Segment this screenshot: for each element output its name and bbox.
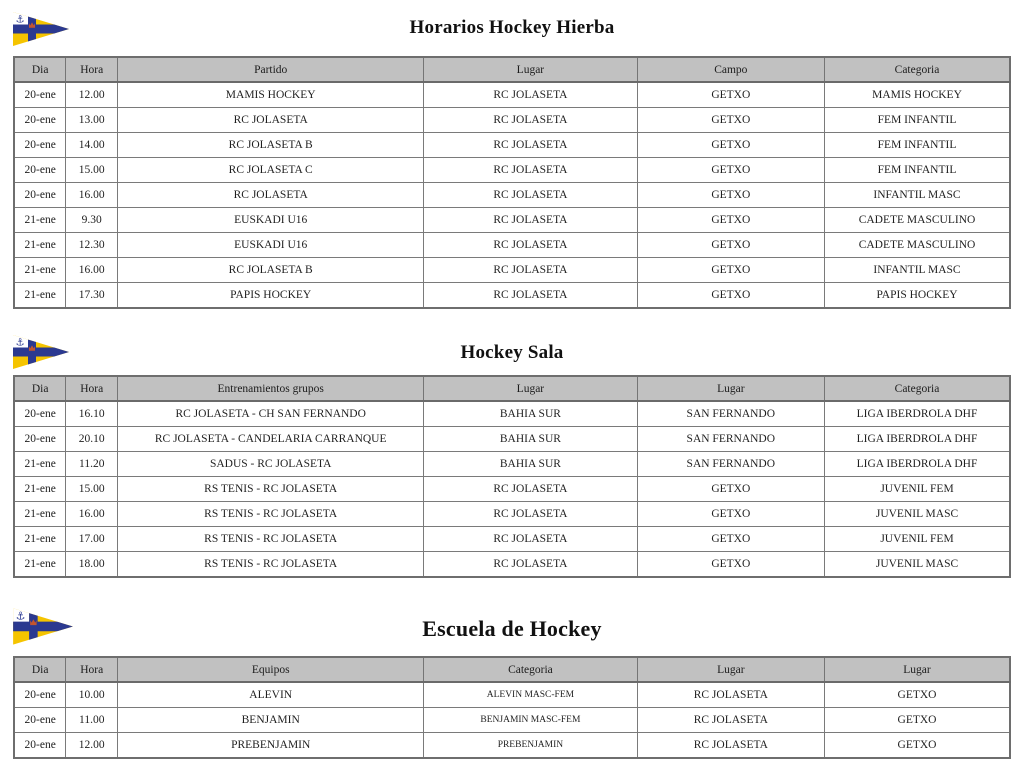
table-cell: RC JOLASETA [118, 183, 424, 208]
table-row [14, 108, 1010, 133]
header-row [14, 57, 1010, 82]
table-cell: 12.00 [66, 82, 118, 108]
table-cell: GETXO [637, 258, 824, 283]
table-cell: GETXO [825, 708, 1010, 733]
club-burgee-icon [12, 604, 74, 649]
table-cell: RC JOLASETA [424, 183, 637, 208]
table-cell: ALEVIN MASC-FEM [424, 682, 637, 708]
table-cell: SAN FERNANDO [637, 427, 824, 452]
table-cell: RC JOLASETA [637, 708, 824, 733]
schedule-table-escuela-hockey [13, 656, 1011, 759]
table-cell: BAHIA SUR [424, 401, 637, 427]
column-header: Lugar [637, 657, 824, 682]
table-cell: INFANTIL MASC [825, 183, 1010, 208]
table-cell: LIGA IBERDROLA DHF [825, 427, 1010, 452]
table-cell: GETXO [637, 183, 824, 208]
table-cell: SAN FERNANDO [637, 401, 824, 427]
table-cell: RC JOLASETA [118, 108, 424, 133]
table-cell: 20-ene [14, 427, 66, 452]
table-cell: GETXO [637, 477, 824, 502]
column-header: Hora [66, 376, 118, 401]
table-cell: 20-ene [14, 158, 66, 183]
column-header: Lugar [424, 376, 637, 401]
table-cell: GETXO [637, 527, 824, 552]
table-cell: 20-ene [14, 82, 66, 108]
table-cell: 17.30 [66, 283, 118, 309]
table-cell: RC JOLASETA [424, 552, 637, 578]
table-cell: 20.10 [66, 427, 118, 452]
table-cell: RC JOLASETA - CANDELARIA CARRANQUE [118, 427, 424, 452]
table-cell: 20-ene [14, 133, 66, 158]
table-cell: 11.20 [66, 452, 118, 477]
column-header: Categoria [825, 57, 1010, 82]
table-row [14, 283, 1010, 309]
column-header: Equipos [118, 657, 424, 682]
table-row [14, 477, 1010, 502]
section-hockey-hierba [0, 0, 1024, 309]
table-cell: RS TENIS - RC JOLASETA [118, 527, 424, 552]
table-cell: 20-ene [14, 708, 66, 733]
table-cell: GETXO [637, 82, 824, 108]
burgee-cross-vertical [28, 8, 36, 50]
table-cell: 15.00 [66, 477, 118, 502]
table-row [14, 552, 1010, 578]
table-cell: BENJAMIN MASC-FEM [424, 708, 637, 733]
schedule-table-hockey-hierba [13, 56, 1011, 309]
table-cell: GETXO [825, 682, 1010, 708]
table-cell: RC JOLASETA [424, 233, 637, 258]
burgee-cross-vertical [28, 331, 36, 373]
table-cell: 16.00 [66, 502, 118, 527]
table-cell: 15.00 [66, 158, 118, 183]
header-row [14, 657, 1010, 682]
table-cell: RC JOLASETA [637, 733, 824, 759]
section-header [0, 309, 1024, 375]
table-cell: 20-ene [14, 108, 66, 133]
section-title: Escuela de Hockey [422, 616, 602, 641]
table-cell: RC JOLASETA [637, 682, 824, 708]
table-cell: 17.00 [66, 527, 118, 552]
club-burgee-icon [12, 604, 74, 649]
table-cell: JUVENIL FEM [825, 527, 1010, 552]
schedule-table-hockey-sala [13, 375, 1011, 578]
table-cell: FEM INFANTIL [825, 158, 1010, 183]
table-cell: GETXO [637, 158, 824, 183]
anchor-icon: ⚓ [15, 14, 25, 26]
column-header: Hora [66, 657, 118, 682]
table-cell: 21-ene [14, 452, 66, 477]
table-row [14, 733, 1010, 759]
table-cell: RC JOLASETA B [118, 258, 424, 283]
table-cell: RC JOLASETA [424, 502, 637, 527]
table-row [14, 82, 1010, 108]
table-cell: FEM INFANTIL [825, 133, 1010, 158]
table-cell: 10.00 [66, 682, 118, 708]
column-header: Categoria [424, 657, 637, 682]
table-cell: 20-ene [14, 183, 66, 208]
table-cell: PREBENJAMIN [424, 733, 637, 759]
table-cell: BAHIA SUR [424, 427, 637, 452]
table-cell: RC JOLASETA [424, 283, 637, 309]
table-cell: 20-ene [14, 733, 66, 759]
burgee-cross-vertical [29, 604, 38, 649]
table-cell: 16.00 [66, 258, 118, 283]
column-header: Dia [14, 376, 66, 401]
table-cell: 18.00 [66, 552, 118, 578]
column-header: Partido [118, 57, 424, 82]
table-cell: 14.00 [66, 133, 118, 158]
table-row [14, 427, 1010, 452]
table-cell: CADETE MASCULINO [825, 233, 1010, 258]
section-title: Horarios Hockey Hierba [409, 17, 615, 38]
table-cell: EUSKADI U16 [118, 233, 424, 258]
column-header: Categoria [825, 376, 1010, 401]
table-cell: RC JOLASETA [424, 108, 637, 133]
column-header: Lugar [637, 376, 824, 401]
club-burgee-icon [12, 8, 70, 50]
table-cell: EUSKADI U16 [118, 208, 424, 233]
table-cell: GETXO [637, 233, 824, 258]
column-header: Dia [14, 57, 66, 82]
table-cell: 20-ene [14, 682, 66, 708]
club-burgee-icon [12, 8, 70, 50]
table-cell: RS TENIS - RC JOLASETA [118, 502, 424, 527]
table-cell: GETXO [637, 502, 824, 527]
table-cell: GETXO [637, 133, 824, 158]
table-cell: 20-ene [14, 401, 66, 427]
table-cell: 21-ene [14, 552, 66, 578]
table-cell: GETXO [637, 552, 824, 578]
table-cell: CADETE MASCULINO [825, 208, 1010, 233]
table-cell: GETXO [825, 733, 1010, 759]
table-cell: RC JOLASETA [424, 208, 637, 233]
header-row [14, 376, 1010, 401]
table-cell: 21-ene [14, 283, 66, 309]
table-cell: RC JOLASETA [424, 477, 637, 502]
table-row [14, 258, 1010, 283]
table-cell: 12.00 [66, 733, 118, 759]
table-cell: 9.30 [66, 208, 118, 233]
table-cell: PAPIS HOCKEY [118, 283, 424, 309]
table-cell: JUVENIL FEM [825, 477, 1010, 502]
table-cell: RS TENIS - RC JOLASETA [118, 552, 424, 578]
anchor-icon: ⚓ [15, 609, 26, 623]
anchor-icon: ⚓ [15, 337, 25, 349]
table-cell: RC JOLASETA C [118, 158, 424, 183]
table-row [14, 183, 1010, 208]
table-row [14, 527, 1010, 552]
table-row [14, 452, 1010, 477]
table-cell: BENJAMIN [118, 708, 424, 733]
column-header: Campo [637, 57, 824, 82]
table-cell: RC JOLASETA [424, 258, 637, 283]
table-cell: SAN FERNANDO [637, 452, 824, 477]
table-cell: GETXO [637, 283, 824, 309]
table-cell: LIGA IBERDROLA DHF [825, 401, 1010, 427]
section-header [0, 578, 1024, 656]
table-cell: PAPIS HOCKEY [825, 283, 1010, 309]
section-title: Hockey Sala [460, 342, 564, 363]
table-cell: 11.00 [66, 708, 118, 733]
column-header: Entrenamientos grupos [118, 376, 424, 401]
club-burgee-icon [12, 331, 70, 373]
table-cell: RC JOLASETA - CH SAN FERNANDO [118, 401, 424, 427]
table-row [14, 133, 1010, 158]
table-row [14, 502, 1010, 527]
table-cell: RC JOLASETA [424, 527, 637, 552]
table-cell: ALEVIN [118, 682, 424, 708]
table-cell: 21-ene [14, 477, 66, 502]
column-header: Lugar [825, 657, 1010, 682]
table-cell: INFANTIL MASC [825, 258, 1010, 283]
table-cell: MAMIS HOCKEY [118, 82, 424, 108]
table-cell: 21-ene [14, 527, 66, 552]
table-row [14, 401, 1010, 427]
table-cell: SADUS - RC JOLASETA [118, 452, 424, 477]
burgee-cross-horizontal [12, 348, 70, 357]
table-cell: RC JOLASETA B [118, 133, 424, 158]
table-row [14, 158, 1010, 183]
column-header: Dia [14, 657, 66, 682]
table-cell: 16.00 [66, 183, 118, 208]
table-cell: 12.30 [66, 233, 118, 258]
table-cell: PREBENJAMIN [118, 733, 424, 759]
section-escuela-hockey [0, 578, 1024, 759]
table-row [14, 708, 1010, 733]
table-cell: JUVENIL MASC [825, 552, 1010, 578]
section-hockey-sala [0, 309, 1024, 578]
table-cell: 16.10 [66, 401, 118, 427]
table-row [14, 682, 1010, 708]
table-row [14, 208, 1010, 233]
burgee-cross-horizontal [12, 25, 70, 34]
table-cell: 13.00 [66, 108, 118, 133]
table-cell: GETXO [637, 208, 824, 233]
table-cell: 21-ene [14, 233, 66, 258]
table-cell: LIGA IBERDROLA DHF [825, 452, 1010, 477]
table-cell: JUVENIL MASC [825, 502, 1010, 527]
burgee-cross-horizontal [12, 622, 74, 632]
column-header: Lugar [424, 57, 637, 82]
table-row [14, 233, 1010, 258]
table-cell: RS TENIS - RC JOLASETA [118, 477, 424, 502]
table-cell: 21-ene [14, 208, 66, 233]
column-header: Hora [66, 57, 118, 82]
table-cell: MAMIS HOCKEY [825, 82, 1010, 108]
table-cell: 21-ene [14, 258, 66, 283]
table-cell: FEM INFANTIL [825, 108, 1010, 133]
table-cell: RC JOLASETA [424, 133, 637, 158]
table-cell: RC JOLASETA [424, 158, 637, 183]
club-burgee-icon [12, 331, 70, 373]
table-cell: GETXO [637, 108, 824, 133]
table-cell: BAHIA SUR [424, 452, 637, 477]
table-cell: RC JOLASETA [424, 82, 637, 108]
section-header [0, 0, 1024, 56]
table-cell: 21-ene [14, 502, 66, 527]
